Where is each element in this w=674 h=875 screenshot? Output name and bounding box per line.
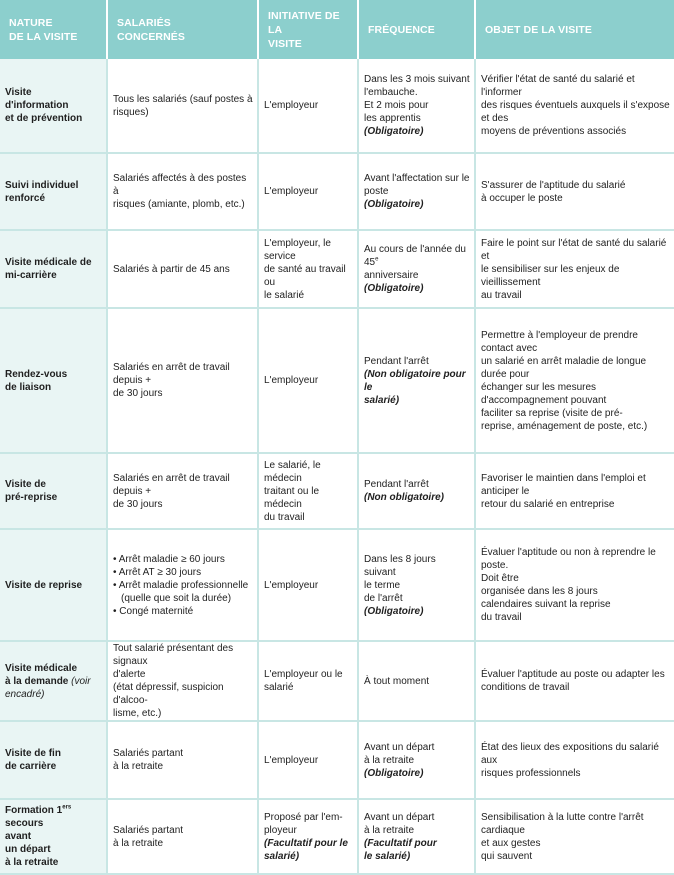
salaries-cell: Tous les salariés (sauf postes à risques)	[107, 59, 258, 153]
header-objet: OBJET DE LA VISITE	[475, 0, 674, 59]
salaries-cell: Salariés à partir de 45 ans	[107, 230, 258, 308]
obligation-note: salarié)	[364, 394, 400, 406]
objet-cell: S'assurer de l'aptitude du salarié à occuper le poste	[475, 153, 674, 230]
initiative-cell: L'employeur ou le salarié	[258, 641, 358, 721]
salaries-cell: Salariés affectés à des postes à risques (amiante, plomb, etc.)	[107, 153, 258, 230]
salaries-cell: Salariés en arrêt de travail depuis + de 30 jours	[107, 453, 258, 529]
initiative-cell: L'employeur, le service de santé au travail ou le salarié	[258, 230, 358, 308]
nature-cell: Visite médicale de mi-carrière	[0, 230, 107, 308]
objet-cell: Sensibilisation à la lutte contre l'arrêt cardiaque et aux gestes qui sauvent	[475, 799, 674, 874]
frequence-cell: Dans les 3 mois suivant l'embauche. Et 2 mois pour les apprentis (Obligatoire)	[358, 59, 475, 153]
salaries-cell: Salariés partant à la retraite	[107, 799, 258, 874]
initiative-cell: L'employeur	[258, 529, 358, 641]
table-row	[0, 721, 674, 799]
frequence-cell: Avant un départ à la retraite (Facultatif pour le salarié)	[358, 799, 475, 874]
nature-cell: Suivi individuel renforcé	[0, 153, 107, 230]
initiative-cell: L'employeur	[258, 308, 358, 453]
header-row	[0, 0, 674, 59]
obligation-note: le salarié)	[364, 850, 411, 862]
salaries-cell	[107, 529, 258, 641]
frequence-cell: Pendant l'arrêt (Non obligatoire pour le salarié)	[358, 308, 475, 453]
initiative-cell: Le salarié, le médecin traitant ou le médecin du travail	[258, 453, 358, 529]
list-item: • Arrêt maladie ≥ 60 jours	[113, 553, 225, 565]
obligation-note: (Non obligatoire)	[364, 492, 444, 503]
objet-cell: Vérifier l'état de santé du salarié et l'informer des risques éventuels auxquels il s'expose et des moyens de préventions associés	[475, 59, 674, 153]
objet-cell: Favoriser le maintien dans l'emploi et anticiper le retour du salarié en entreprise	[475, 453, 674, 529]
salaries-cell: Salariés en arrêt de travail depuis + de 30 jours	[107, 308, 258, 453]
table-row	[0, 799, 674, 874]
header-nature: NATURE DE LA VISITE	[0, 0, 107, 59]
obligation-note: (Facultatif pour	[364, 837, 437, 849]
list-item: • Congé maternité	[113, 605, 194, 617]
salaries-cell: Tout salarié présentant des signaux d'alerte (état dépressif, suspicion d'alcoo- lisme, etc.)	[107, 641, 258, 721]
initiative-cell: L'employeur	[258, 59, 358, 153]
objet-cell: Évaluer l'aptitude au poste ou adapter les conditions de travail	[475, 641, 674, 721]
obligation-note: (Non obligatoire pour le	[364, 368, 466, 393]
objet-cell: Permettre à l'employeur de prendre contact avec un salarié en arrêt maladie de longue durée pour échanger sur les mesures d'accompagnement pouvant faciliter sa reprise (visite de pré- reprise, aménagement de poste, etc.)	[475, 308, 674, 453]
obligation-note: (Obligatoire)	[364, 767, 424, 779]
nature-cell: Visite de fin de carrière	[0, 721, 107, 799]
obligation-note: salarié)	[264, 850, 300, 862]
table-row	[0, 230, 674, 308]
table-row	[0, 153, 674, 230]
nature-cell: Visite d'information et de prévention	[0, 59, 107, 153]
obligation-note: (Obligatoire)	[364, 605, 424, 617]
table-row	[0, 529, 674, 641]
obligation-note: (Facultatif pour le	[264, 837, 348, 849]
initiative-cell: L'employeur	[258, 721, 358, 799]
table-row	[0, 453, 674, 529]
table-row	[0, 59, 674, 153]
objet-cell: État des lieux des expositions du salarié aux risques professionnels	[475, 721, 674, 799]
frequence-cell: Au cours de l'année du 45e anniversaire (Obligatoire)	[358, 230, 475, 308]
salaries-cell: Salariés partant à la retraite	[107, 721, 258, 799]
nature-cell: Rendez-vous de liaison	[0, 308, 107, 453]
list-item: • Arrêt AT ≥ 30 jours	[113, 566, 202, 578]
nature-cell: Formation 1ers secours avant un départ à la retraite	[0, 799, 107, 874]
initiative-cell: L'employeur	[258, 153, 358, 230]
nature-cell: Visite de pré-reprise	[0, 453, 107, 529]
frequence-cell: À tout moment	[358, 641, 475, 721]
objet-cell: Évaluer l'aptitude ou non à reprendre le poste. Doit être organisée dans les 8 jours calendaires suivant la reprise du travail	[475, 529, 674, 641]
header-salaries: SALARIÉS CONCERNÉS	[107, 0, 258, 59]
objet-cell: Faire le point sur l'état de santé du salarié et le sensibiliser sur les enjeux de vieillissement au travail	[475, 230, 674, 308]
frequence-cell: Avant un départ à la retraite (Obligatoire)	[358, 721, 475, 799]
obligation-note: (Obligatoire)	[364, 199, 424, 210]
frequence-cell: Dans les 8 jours suivant le terme de l'arrêt (Obligatoire)	[358, 529, 475, 641]
frequence-cell: Avant l'affectation sur le poste (Obligatoire)	[358, 153, 475, 230]
list-item: (quelle que soit la durée)	[121, 592, 232, 604]
list-item: • Arrêt maladie professionnelle	[113, 579, 249, 591]
table-row	[0, 641, 674, 721]
initiative-cell: Proposé par l'em- ployeur (Facultatif pour le salarié)	[258, 799, 358, 874]
nature-cell: Visite de reprise	[0, 529, 107, 641]
frequence-cell: Pendant l'arrêt (Non obligatoire)	[358, 453, 475, 529]
nature-cell: Visite médicale à la demande (voir encadré)	[0, 641, 107, 721]
header-frequence: FRÉQUENCE	[358, 0, 475, 59]
table-row	[0, 308, 674, 453]
obligation-note: (Obligatoire)	[364, 126, 424, 137]
obligation-note: (Obligatoire)	[364, 283, 424, 294]
header-initiative: INITIATIVE DE LA VISITE	[258, 0, 358, 59]
